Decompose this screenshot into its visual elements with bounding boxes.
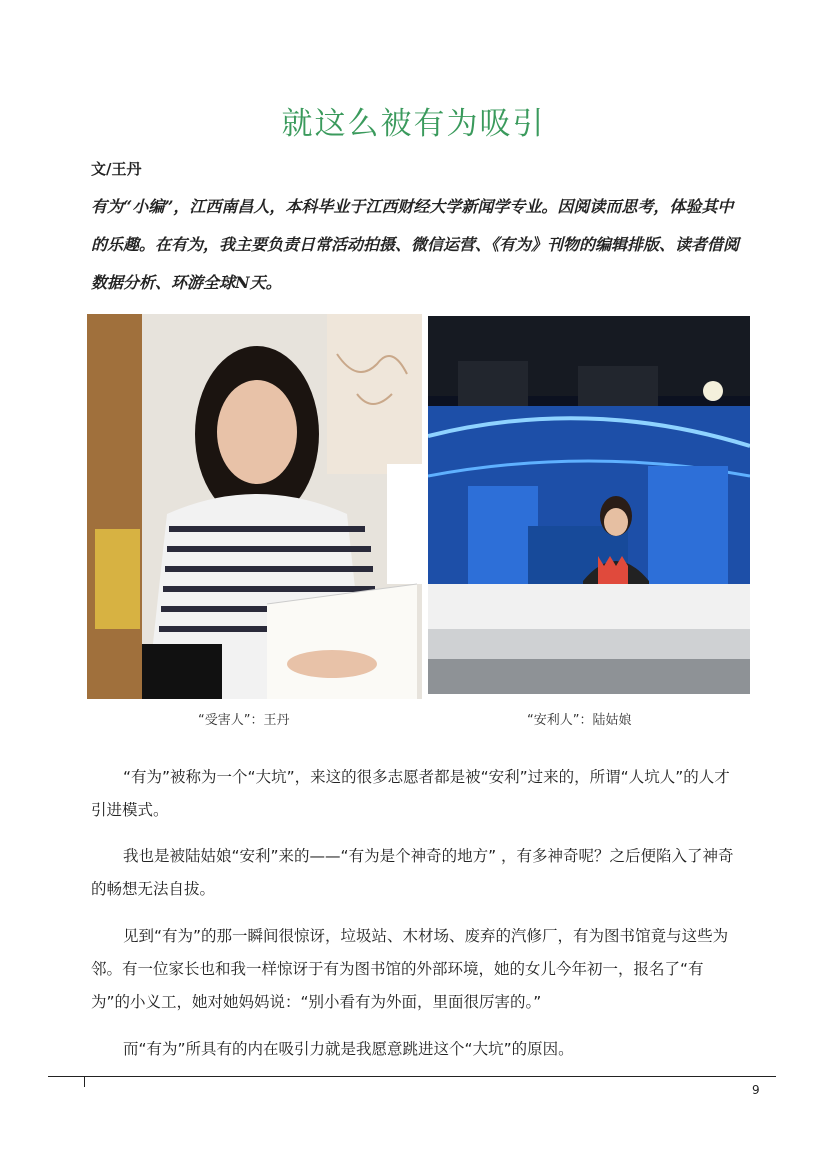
- paragraph-3: [91, 920, 741, 1019]
- paragraph-text: 我也是被陆姑娘“安利”来的——“有为是个神奇的地方” ，有多神奇呢？之后便陷入了神奇的畅想无法自拔。: [91, 847, 734, 898]
- paragraph-text: “有为”被称为一个“大坑”，来这的很多志愿者都是被“安利”过来的，所谓“人坑人”的人才引进模式。: [91, 768, 730, 819]
- byline: 文/王丹: [91, 160, 142, 178]
- photo-caption-left: “受害人”：王丹: [198, 713, 290, 728]
- paragraph-text: 见到“有为”的那一瞬间很惊讶，垃圾站、木材场、废弃的汽修厂，有为图书馆竟与这些为邻。有一位家长也和我一样惊讶于有为图书馆的外部环境，她的女儿今年初一，报名了“有为”的小义工，她对她妈妈说：“别小看有为外面，里面很厉害的。”: [91, 927, 729, 1011]
- footer-rule: [48, 1076, 776, 1077]
- paragraph-2: [91, 840, 741, 906]
- paragraph-text: 而“有为”所具有的内在吸引力就是我愿意跳进这个“大坑”的原因。: [123, 1040, 574, 1058]
- paragraph-1: [91, 761, 741, 827]
- page-number: 9: [752, 1083, 760, 1097]
- footer-tick: [84, 1077, 85, 1087]
- photo-wang-dan: [87, 314, 422, 699]
- photo-caption-right: “安利人”：陆姑娘: [527, 713, 632, 728]
- paragraph-4: [91, 1033, 741, 1066]
- photo-lu-guniang: [428, 316, 750, 694]
- page-title: 就这么被有为吸引: [281, 106, 546, 142]
- author-intro: 有为“小编”，江西南昌人，本科毕业于江西财经大学新闻学专业。因阅读而思考，体验其中的乐趣。在有为，我主要负责日常活动拍摄、微信运营、《有为》刊物的编辑排版、读者借阅数据分析、环游全球N天。: [91, 197, 740, 292]
